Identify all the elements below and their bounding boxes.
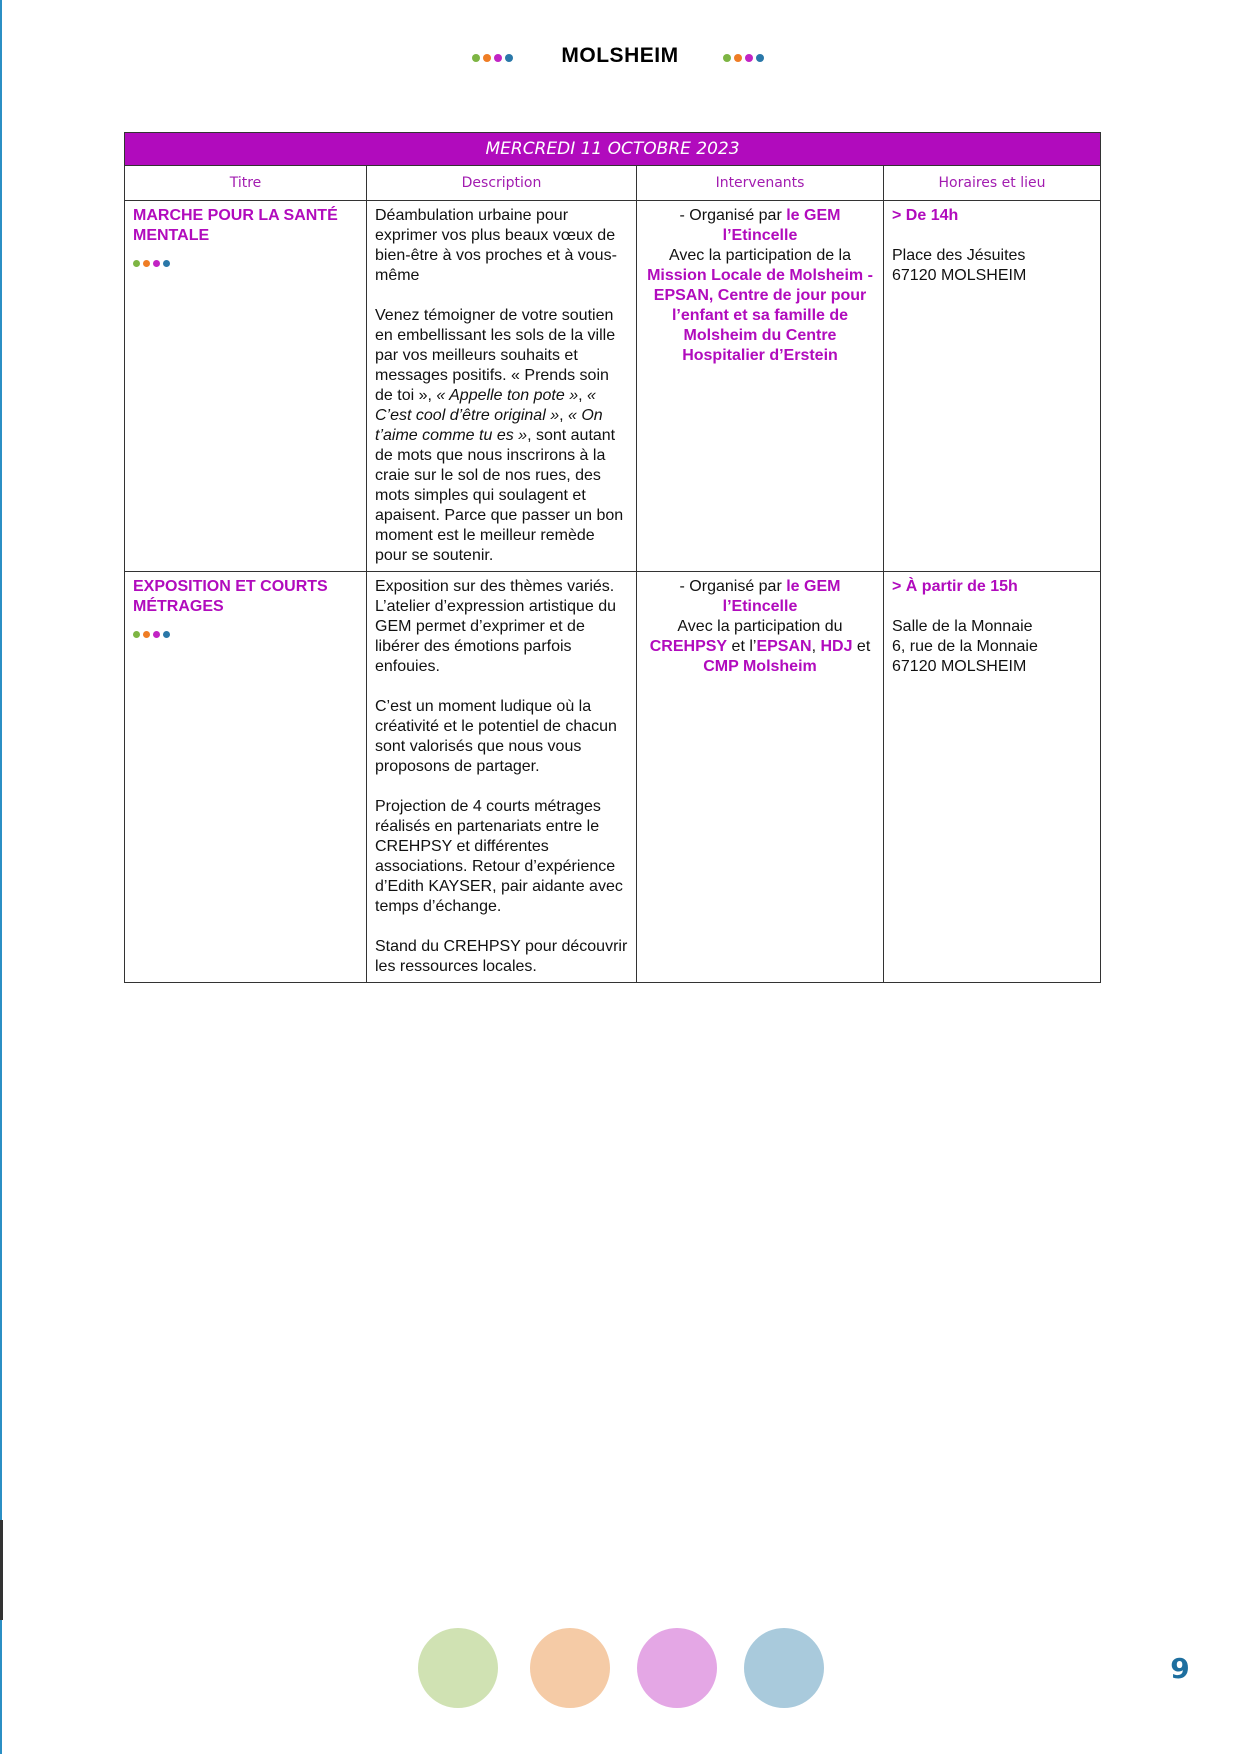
event-dot	[133, 260, 140, 267]
event-schedule-cell	[884, 201, 1101, 572]
footer-circles	[0, 1628, 1241, 1708]
event-place: Salle de la Monnaie	[892, 618, 1033, 635]
partner-name: CMP Molsheim	[703, 658, 817, 675]
description-paragraph: Projection de 4 courts métrages réalisés en partenariats entre le CREHPSY et différentes associations. Retour d’expérience d’Edith KAYSER, pair aidante avec temps d’échange.	[375, 798, 623, 915]
event-place: 67120 MOLSHEIM	[892, 658, 1027, 675]
event-description-cell	[367, 201, 637, 572]
description-text: , sont autant de mots que nous inscrirons à la craie sur le sol de nos rues, des mots simples qui soulagent et apaisent. Parce que passer un bon moment est le meilleur remède pour se soutenir.	[375, 427, 624, 564]
organizer-name: le GEM l’Etincelle	[722, 578, 841, 615]
event-dot	[153, 260, 160, 267]
header-dot	[494, 54, 502, 62]
column-header-title: Titre	[125, 166, 367, 201]
intervenants-text: Avec la participation du	[677, 618, 843, 635]
event-dot	[163, 260, 170, 267]
event-title: EXPOSITION ET COURTS MÉTRAGES	[133, 578, 328, 615]
event-dot	[143, 631, 150, 638]
description-quote: « On t’aime comme tu es »	[375, 407, 603, 444]
table-row	[125, 201, 1101, 572]
header-dot	[472, 54, 480, 62]
date-banner: MERCREDI 11 OCTOBRE 2023	[125, 133, 1101, 166]
table-header-row	[125, 166, 1101, 201]
organizer-line	[645, 577, 875, 617]
description-paragraph: Déambulation urbaine pour exprimer vos plus beaux vœux de bien-être à vos proches et à vous-même	[375, 207, 617, 284]
header-dot	[723, 54, 731, 62]
intervenants-text: Avec la participation de la	[668, 247, 852, 264]
description-paragraph	[375, 306, 628, 566]
description-quote: « Appelle ton pote »	[436, 387, 579, 404]
event-place: 67120 MOLSHEIM	[892, 267, 1027, 284]
header-dot	[745, 54, 753, 62]
event-place: 6, rue de la Monnaie	[892, 638, 1038, 655]
event-place: Place des Jésuites	[892, 247, 1026, 264]
page-number: 9	[1170, 1652, 1190, 1685]
intervenants-text: - Organisé par	[679, 207, 787, 224]
event-title: MARCHE POUR LA SANTÉ MENTALE	[133, 207, 338, 244]
description-paragraph: Exposition sur des thèmes variés. L’atelier d’expression artistique du GEM permet d’exprimer et de libérer des émotions parfois enfouies.	[375, 578, 617, 675]
organizer-name: le GEM l’Etincelle	[722, 207, 841, 244]
footer-circle	[530, 1628, 610, 1708]
header-dots-right	[723, 54, 764, 62]
partner-name: CREHPSY	[649, 638, 728, 655]
intervenants-text: ,	[811, 638, 821, 655]
table-row	[125, 572, 1101, 983]
intervenants-text: et l’	[727, 638, 757, 655]
event-intervenants-cell	[637, 572, 884, 983]
event-time: > De 14h	[892, 207, 959, 224]
event-dot	[153, 631, 160, 638]
partner-names: Mission Locale de Molsheim - EPSAN, Centre de jour pour l’enfant et sa famille de Molsheim du Centre Hospitalier d’Erstein	[647, 267, 873, 364]
description-paragraph: C’est un moment ludique où la créativité et le potentiel de chacun sont valorisés que nous vous proposons de partager.	[375, 698, 617, 775]
event-dots	[133, 631, 358, 638]
header-dot	[756, 54, 764, 62]
footer-circle	[418, 1628, 498, 1708]
event-dot	[143, 260, 150, 267]
organizer-line	[645, 206, 875, 246]
page-left-edge-mark	[0, 1520, 3, 1620]
page-header	[0, 40, 1241, 76]
description-quote: « C’est cool d’être original »	[375, 387, 596, 424]
event-schedule-cell	[884, 572, 1101, 983]
header-dot	[483, 54, 491, 62]
description-text: ,	[578, 387, 588, 404]
intervenants-text: et	[852, 638, 871, 655]
header-dot	[505, 54, 513, 62]
date-banner-row	[125, 133, 1101, 166]
header-dot	[734, 54, 742, 62]
events-table	[124, 132, 1101, 983]
event-description-cell	[367, 572, 637, 983]
intervenants-text: - Organisé par	[679, 578, 787, 595]
page-left-edge	[0, 0, 2, 1754]
participation-line	[645, 246, 875, 366]
description-paragraph: Stand du CREHPSY pour découvrir les ressources locales.	[375, 938, 628, 975]
participation-line	[645, 617, 875, 677]
footer-circle	[744, 1628, 824, 1708]
event-title-cell	[125, 201, 367, 572]
column-header-intervenants: Intervenants	[637, 166, 884, 201]
description-text: ,	[559, 407, 568, 424]
footer-circle	[637, 1628, 717, 1708]
header-dots-left	[472, 54, 513, 62]
event-time: > À partir de 15h	[892, 578, 1018, 595]
partner-name: HDJ	[820, 638, 853, 655]
event-dot	[133, 631, 140, 638]
event-dots	[133, 260, 358, 267]
event-title-cell	[125, 572, 367, 983]
event-dot	[163, 631, 170, 638]
column-header-description: Description	[367, 166, 637, 201]
partner-name: EPSAN	[756, 638, 812, 655]
page-title: MOLSHEIM	[561, 44, 679, 67]
column-header-schedule: Horaires et lieu	[884, 166, 1101, 201]
event-intervenants-cell	[637, 201, 884, 572]
description-text: Venez témoigner de votre soutien en embellissant les sols de la ville par vos meilleurs souhaits et messages positifs. « Prends soin de toi »,	[375, 307, 616, 404]
